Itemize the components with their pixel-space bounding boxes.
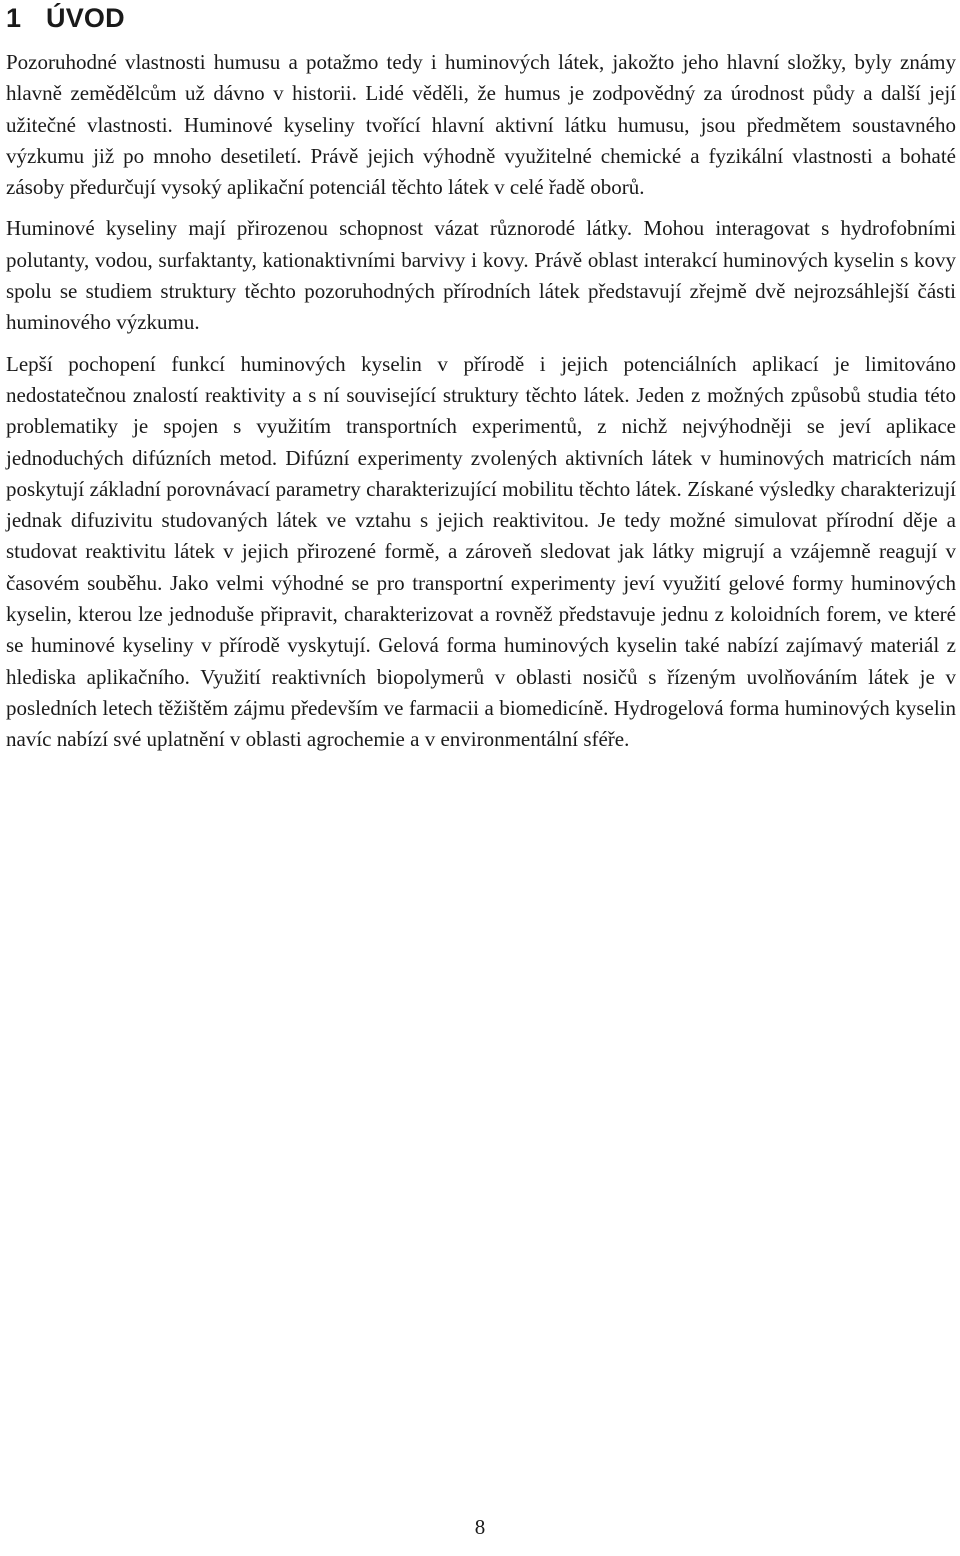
paragraph-3: Lepší pochopení funkcí huminových kyselin v přírodě i jejich potenciálních aplikací je limitováno nedostatečnou znalostí reaktivity a s ní související struktury těchto látek. Jeden z možných způsobů studia této problematiky je spojen s využitím transportních experimentů, z nichž nejvýhodněji se jeví aplikace jednoduchých difúzních metod. Difúzní experimenty zvolených aktivních látek v huminových matricích nám poskytují základní porovnávací parametry charakterizující mobilitu těchto látek. Získané výsledky charakterizují jednak difuzivitu studovaných látek ve vztahu s jejich reaktivitou. Je tedy možné simulovat přírodní děje a studovat reaktivitu látek v jejich přirozené formě, a zároveň sledovat jak látky migrují a vzájemně reagují v časovém souběhu. Jako velmi výhodné se pro transportní experimenty jeví využití gelové formy huminových kyselin, kterou lze jednoduše připravit, charakterizovat a rovněž představuje jednu z koloidních forem, ve které se huminové kyseliny v přírodě vyskytují. Gelová forma huminových kyselin také nabízí zajímavý materiál z hlediska aplikačního. Využití reaktivních biopolymerů v oblasti nosičů s řízeným uvolňováním látek je v posledních letech těžištěm zájmu především ve farmacii a biomedicíně. Hydrogelová forma huminových kyselin navíc nabízí své uplatnění v oblasti agrochemie a v environmentální sféře. (6, 351, 956, 752)
paragraph-1: Pozoruhodné vlastnosti humusu a potažmo tedy i huminových látek, jakožto jeho hlavní složky, byly známy hlavně zemědělcům už dávno v historii. Lidé věděli, že humus je zodpovědný za úrodnost půdy a další její užitečné vlastnosti. Huminové kyseliny tvořící hlavní aktivní látku humusu, jsou předmětem soustavného výzkumu již po mnoho desetiletí. Právě jejich výhodně využitelné chemické a fyzikální vlastnosti a bohaté zásoby předurčují vysoký aplikační potenciál těchto látek v celé řadě oborů. (6, 50, 956, 200)
section-number: 1 (6, 3, 22, 33)
body-text (6, 47, 956, 766)
paragraph-2: Huminové kyseliny mají přirozenou schopnost vázat různorodé látky. Mohou interagovat s hydrofobními polutanty, vodou, surfaktanty, kationaktivními barvivy i kovy. Právě oblast interakcí huminových kyselin s kovy spolu se studiem struktury těchto pozoruhodných přírodních látek představují zřejmě dvě nejrozsáhlejší části huminového výzkumu. (6, 216, 956, 335)
page-number: 8 (474, 1515, 486, 1539)
section-heading (6, 2, 125, 34)
section-title: ÚVOD (46, 3, 125, 33)
